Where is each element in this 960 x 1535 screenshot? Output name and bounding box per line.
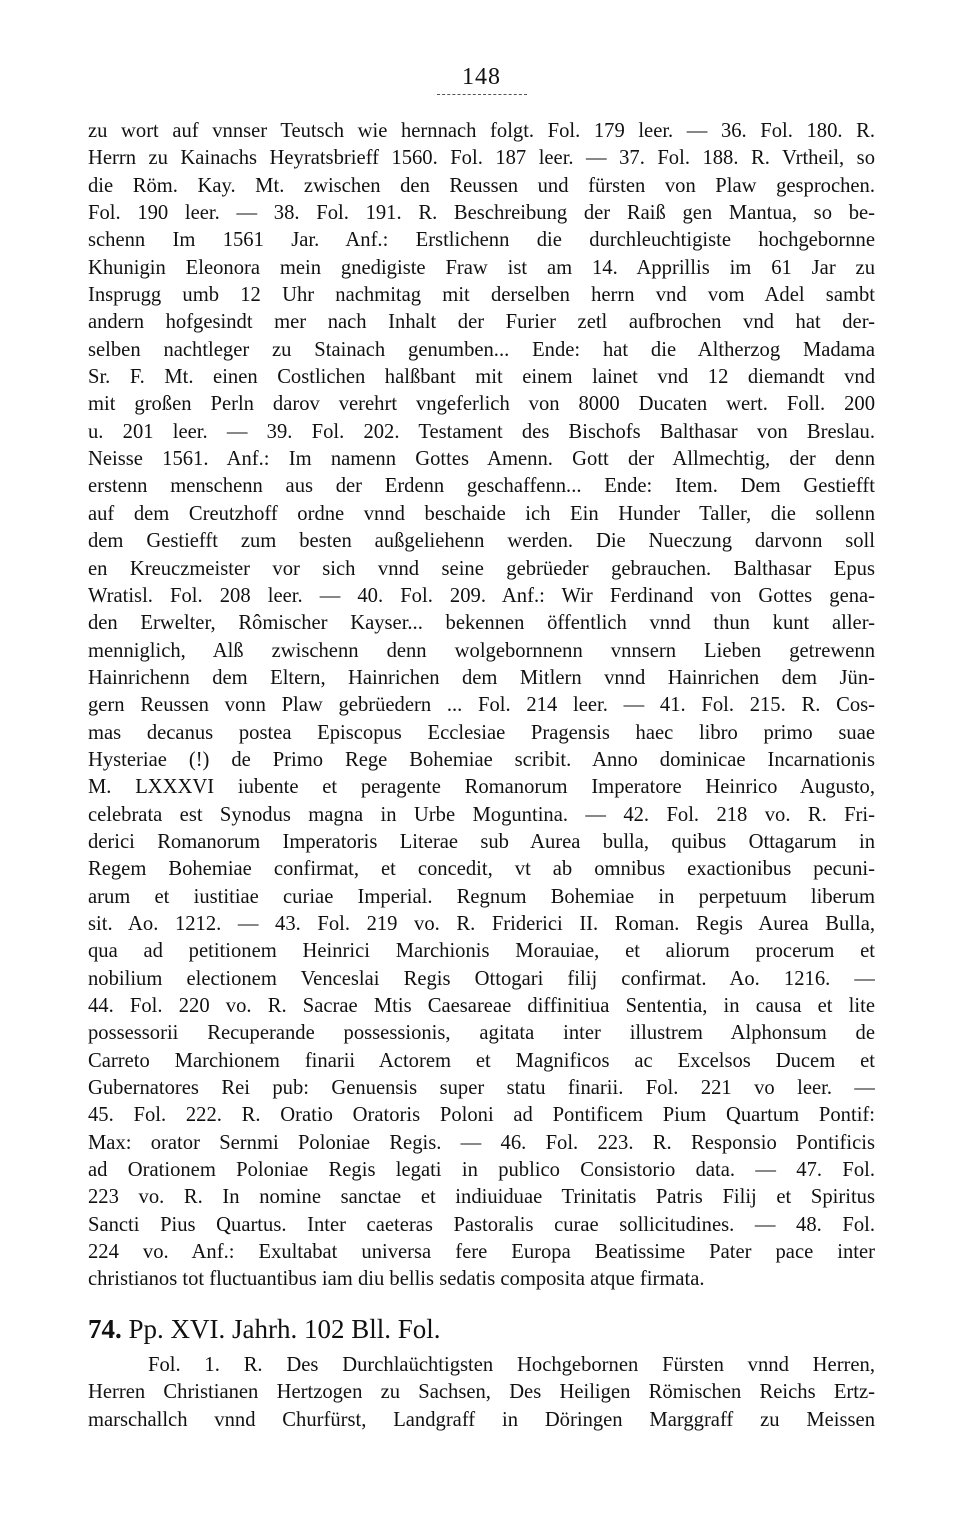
text-line: Hysteriae (!) de Primo Rege Bohemiae scribit. Anno dominicae Incarnationis bbox=[88, 748, 875, 771]
text-line: Regem Bohemiae confirmat, et concedit, vt ab omnibus exactionibus pecuni- bbox=[88, 858, 875, 881]
text-line: Neisse 1561. Anf.: Im namenn Gottes Amenn. Gott der Allmechtig, der denn bbox=[88, 448, 875, 471]
entry-text-line: marschallch vnnd Churfürst, Landgraff in Döringen Marggraff zu Meissen bbox=[88, 1408, 875, 1431]
entry-heading-text: Pp. XVI. Jahrh. 102 Bll. Fol. bbox=[128, 1313, 441, 1344]
text-line: 45. Fol. 222. R. Oratio Oratoris Poloni ad Pontificem Pium Quartum Pontif: bbox=[88, 1104, 875, 1127]
text-line: Carreto Marchionem finarii Actorem et Magnificos ac Excelsos Ducem et bbox=[88, 1049, 875, 1072]
text-line: erstenn menschenn aus der Erdenn geschaffenn... Ende: Item. Dem Gestiefft bbox=[88, 475, 875, 498]
text-line: die Röm. Kay. Mt. zwischen den Reussen und fürsten von Plaw gesprochen. bbox=[88, 174, 875, 197]
text-line: zu wort auf vnnser Teutsch wie hernnach folgt. Fol. 179 leer. — 36. Fol. 180. R. bbox=[88, 120, 875, 142]
text-line: arum et iustitiae curiae Imperial. Regnum Bohemiae in perpetuum liberum bbox=[88, 885, 875, 908]
text-line: christianos tot fluctuantibus iam diu bellis sedatis composita atque firmata. bbox=[88, 1268, 705, 1291]
document-page bbox=[88, 62, 875, 1435]
entry-text-line: Herren Christianen Hertzogen zu Sachsen, Des Heiligen Römischen Reichs Ertz- bbox=[88, 1381, 875, 1404]
text-line: possessorii Recuperande possessionis, agitata inter illustrem Alphonsum de bbox=[88, 1022, 875, 1045]
text-line: Insprugg umb 12 Uhr nachmitag mit derselben herrn vnd vom Adel sambt bbox=[88, 284, 875, 307]
text-line: Sancti Pius Quartus. Inter caeteras Pastoralis curae sollicitudines. — 48. Fol. bbox=[88, 1213, 875, 1236]
text-line: Hainrichenn dem Eltern, Hainrichen dem Mitlern vnnd Hainrichen dem Jün- bbox=[88, 666, 875, 689]
text-line: M. LXXXVI iubente et peragente Romanorum Imperatore Heinrico Augusto, bbox=[88, 776, 875, 799]
text-line: Fol. 190 leer. — 38. Fol. 191. R. Beschreibung der Raiß gen Mantua, so be- bbox=[88, 202, 875, 225]
entry-body bbox=[88, 1352, 875, 1435]
entry-text-line: Fol. 1. R. Des Durchlaüchtigsten Hochgebornen Fürsten vnnd Herren, bbox=[148, 1353, 875, 1376]
text-line: en Kreuczmeister vor sich vnnd seine gebrüeder gebrauchen. Balthasar Epus bbox=[88, 557, 875, 580]
text-line: sit. Ao. 1212. — 43. Fol. 219 vo. R. Friderici II. Roman. Regis Aurea Bulla, bbox=[88, 912, 875, 935]
text-line: andern hofgesindt mer nach Inhalt der Furier zetl aufbrochen vnd hat der- bbox=[88, 311, 875, 334]
text-line: Max: orator Sernmi Poloniae Regis. — 46. Fol. 223. R. Responsio Pontificis bbox=[88, 1131, 875, 1154]
text-line: qua ad petitionem Heinrici Marchionis Morauiae, et aliorum procerum et bbox=[88, 940, 875, 963]
page-number-rule bbox=[437, 94, 527, 96]
text-line: 224 vo. Anf.: Exultabat universa fere Europa Beatissime Pater pace inter bbox=[88, 1241, 875, 1264]
text-line: schenn Im 1561 Jar. Anf.: Erstlichenn die durchleuchtigiste hochgebornne bbox=[88, 229, 875, 252]
text-line: auf dem Creutzhoff ordne vnnd beschaide ich Ein Hunder Taller, die sollenn bbox=[88, 502, 875, 525]
text-line: 44. Fol. 220 vo. R. Sacrae Mtis Caesareae diffinitiua Sententia, in causa et lite bbox=[88, 995, 875, 1017]
text-line: Khunigin Eleonora mein gnedigiste Fraw ist am 14. Apprillis im 61 Jar zu bbox=[88, 256, 875, 279]
text-line: gern Reussen vonn Plaw gebrüedern ... Fol. 214 leer. — 41. Fol. 215. R. Cos- bbox=[88, 694, 875, 717]
entry-heading bbox=[88, 1312, 875, 1346]
text-line: Herrn zu Kainachs Heyratsbrieff 1560. Fol. 187 leer. — 37. Fol. 188. R. Vrtheil, so bbox=[88, 147, 875, 170]
text-line: ad Orationem Poloniae Regis legati in publico Consistorio data. — 47. Fol. bbox=[88, 1159, 875, 1182]
text-line: nobilium electionem Venceslai Regis Ottogari filij confirmat. Ao. 1216. — bbox=[88, 967, 875, 990]
text-line: Sr. F. Mt. einen Costlichen halßbant mit einem lainet vnd 12 diemandt vnd bbox=[88, 366, 875, 389]
text-line: mit großen Perln darov verehrt vngeferlich von 8000 Ducaten wert. Foll. 200 bbox=[88, 393, 875, 416]
text-line: u. 201 leer. — 39. Fol. 202. Testament des Bischofs Balthasar von Breslau. bbox=[88, 420, 875, 443]
page-number: 148 bbox=[462, 64, 501, 90]
text-line: derici Romanorum Imperatoris Literae sub Aurea bulla, quibus Ottagarum in bbox=[88, 830, 875, 853]
text-line: celebrata est Synodus magna in Urbe Moguntina. — 42. Fol. 218 vo. R. Fri- bbox=[88, 803, 875, 826]
text-line: selben nachtleger zu Stainach genumben... Ende: hat die Altherzog Madama bbox=[88, 338, 875, 361]
text-line: Gubernatores Rei pub: Genuensis super statu finarii. Fol. 221 vo leer. — bbox=[88, 1077, 875, 1100]
text-line: mas decanus postea Episcopus Ecclesiae Pragensis haec libro primo suae bbox=[88, 721, 875, 744]
text-line: dem Gestiefft zum besten außgeliehenn werden. Die Nueczung darvonn soll bbox=[88, 530, 875, 553]
entry-number: 74. bbox=[88, 1313, 122, 1344]
body-text bbox=[88, 118, 875, 1294]
text-line: 223 vo. R. In nomine sanctae et indiuiduae Trinitatis Patris Filij et Spiritus bbox=[88, 1186, 875, 1209]
text-line: menniglich, Alß zwischenn denn wolgebornnenn vnnsern Lieben getrewenn bbox=[88, 639, 875, 662]
text-line: Wratisl. Fol. 208 leer. — 40. Fol. 209. Anf.: Wir Ferdinand von Gottes gena- bbox=[88, 584, 875, 607]
text-line: den Erwelter, Rômischer Kayser... bekennen öffentlich vnnd thun kunt aller- bbox=[88, 612, 875, 635]
